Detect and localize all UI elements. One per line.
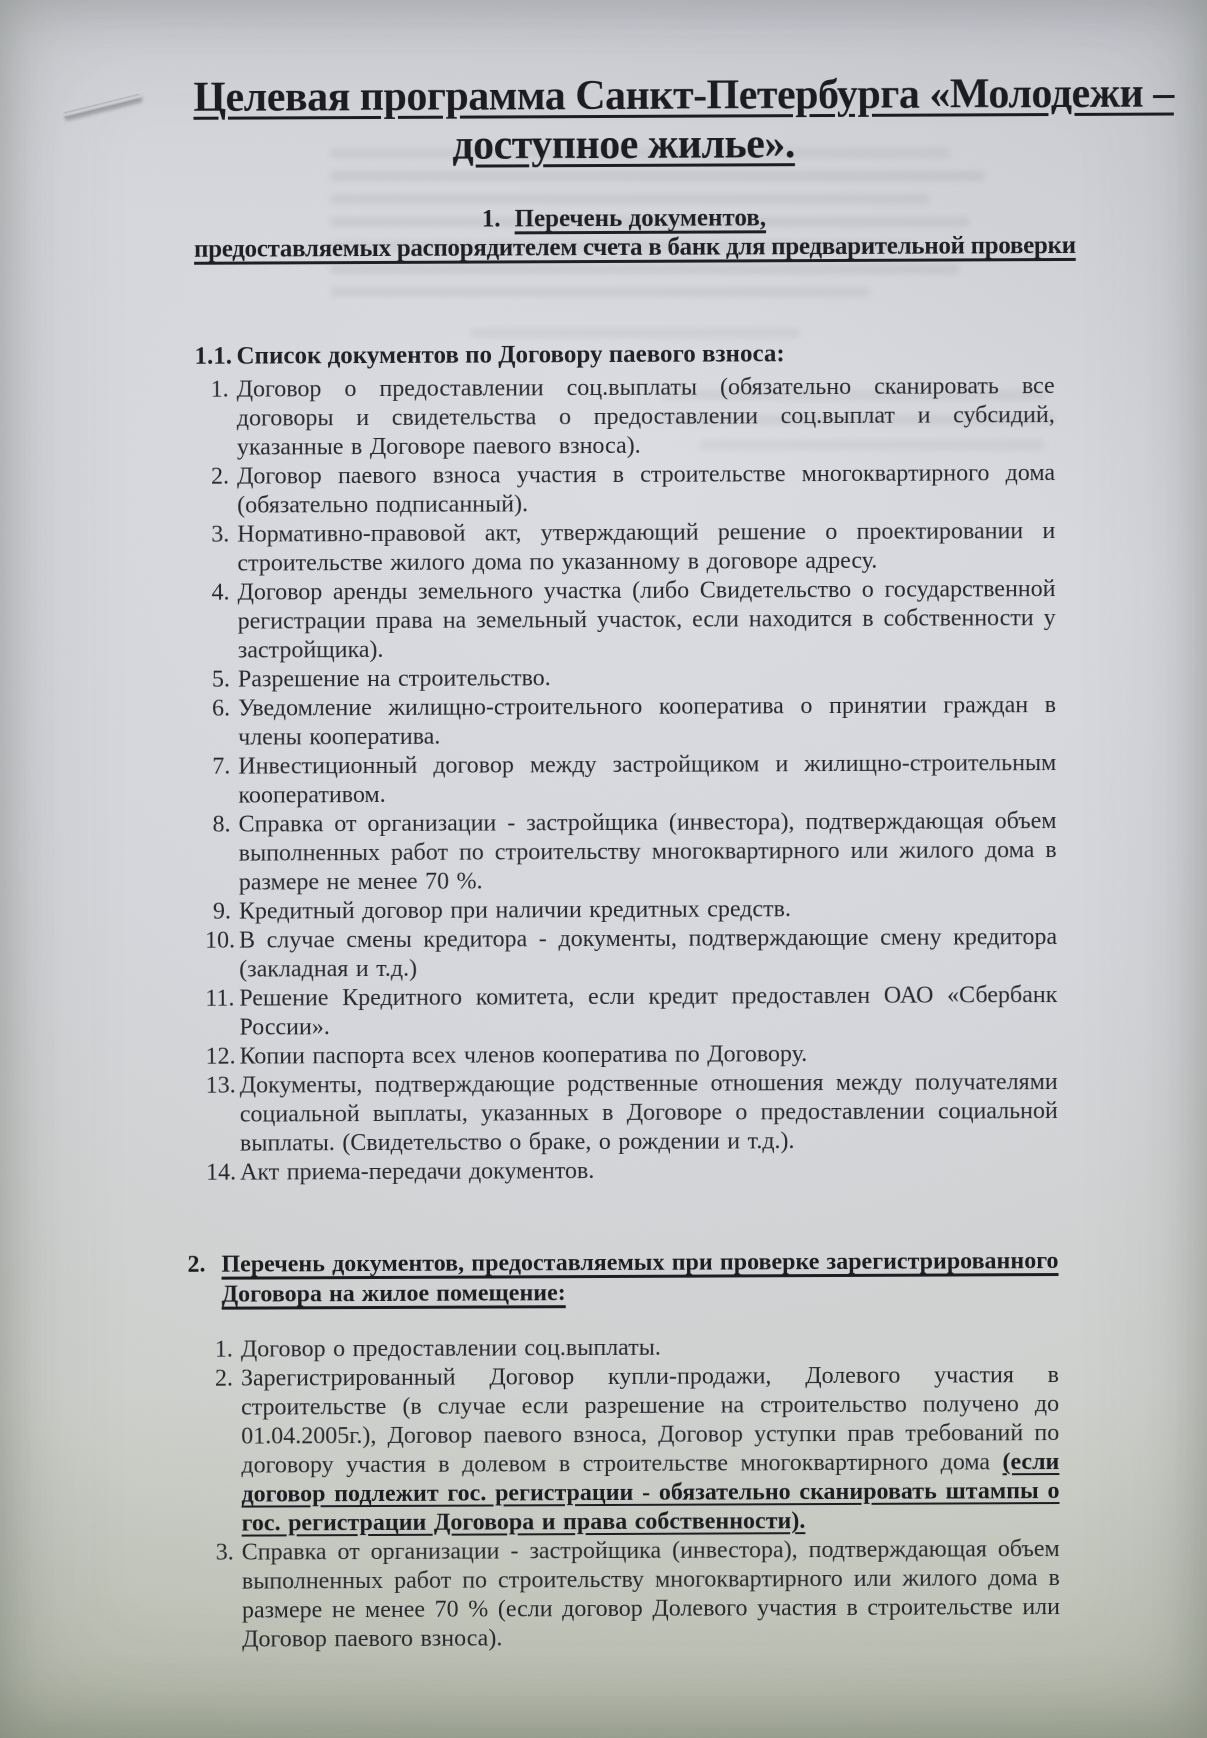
item-text-normal: Справка от организации - застройщика (инвестора), подтверждающая объем выполненных работ по строительству многоквартирного или жилого дома в размере не менее 70 % (если договор Долевого участия в строительстве или Договор паевого взноса). — [241, 1536, 1061, 1653]
item-number: 3. — [211, 521, 230, 548]
section1-heading-text: Перечень документов, — [514, 204, 767, 233]
item-text-normal: Зарегистрированный Договор купли-продажи, Долевого участия в строительстве (в случае если разрешение на строительство получено до 01.04.2005г.), Договор паевого взноса, Договор уступки прав требований по договору участия в долевом в строительстве многоквартирного дома — [240, 1362, 1060, 1479]
item-number: 4. — [211, 579, 230, 606]
item-text-normal: Инвестиционный договор между застройщиком и жилищно-строительным кооперативом. — [238, 750, 1057, 809]
item-text-normal: Договор паевого взноса участия в строительстве многоквартирного дома (обязательно подписанный). — [236, 460, 1056, 519]
section2-heading-line2: Договора на жилое помещение: — [221, 1280, 566, 1308]
item-number: 3. — [215, 1539, 234, 1566]
item-text — [237, 575, 1055, 666]
section1-document-list — [195, 372, 1059, 1188]
item-text-normal: Решение Кредитного комитета, если кредит предоставлен ОАО «Сбербанк России». — [239, 982, 1058, 1041]
list-item — [196, 749, 1056, 811]
list-item — [195, 517, 1055, 579]
item-number: 2. — [210, 463, 230, 490]
list-item — [198, 1155, 1058, 1188]
item-number: 1. — [210, 376, 229, 403]
list-item — [199, 1332, 1059, 1365]
subsection-number: 1.1. — [194, 342, 233, 370]
item-text — [240, 1039, 1058, 1072]
title-line-2: доступное жилье». — [452, 121, 795, 169]
section1-heading-line2: предоставляемых распорядителем счета в банк для предварительной проверки — [193, 231, 1076, 263]
item-text-normal: Договор о предоставлении соц.выплаты (обязательно сканировать все договоры и свидетельства о предоставлении соц.выплат и субсидий, указанные в Договоре паевого взноса). — [236, 373, 1055, 461]
item-text-normal: Договор о предоставлении соц.выплаты. — [240, 1334, 661, 1363]
item-text-normal: Уведомление жилищно-строительного кооператива о принятии граждан в члены кооператива. — [237, 692, 1057, 751]
item-text — [240, 1155, 1058, 1188]
section2-heading-line1: Перечень документов, предоставляемых при проверке зарегистрированного — [221, 1248, 1059, 1278]
list-item — [199, 1361, 1060, 1539]
list-item — [200, 1535, 1060, 1655]
subsection-title: Список документов по Договору паевого взноса: — [236, 340, 785, 370]
list-item — [197, 981, 1057, 1043]
section1-heading — [193, 202, 1076, 264]
item-number: 8. — [212, 811, 231, 838]
item-text — [239, 807, 1057, 898]
item-text — [237, 459, 1055, 521]
item-text-normal: Справка от организации - застройщика (инвестора), подтверждающая объем выполненных работ по строительству многоквартирного или жилого дома в размере не менее 70 %. — [238, 808, 1057, 896]
section2-document-list — [199, 1332, 1060, 1655]
item-number: 7. — [212, 753, 231, 780]
item-text-normal: В случае смены кредитора - документы, подтверждающие смену кредитора (закладная и т.д.) — [239, 924, 1058, 983]
item-text — [238, 662, 1056, 695]
section2-number: 2. — [187, 1251, 206, 1278]
list-item — [197, 894, 1057, 927]
item-number: 12. — [205, 1043, 236, 1070]
item-text — [237, 372, 1055, 463]
item-text-normal: Документы, подтверждающие родственные отношения между получателями социальной выплаты, указанных в Договоре о предоставлении социальной выплаты. (Свидетельство о браке, о рождении и т.д.). — [239, 1069, 1058, 1157]
item-text — [237, 517, 1055, 579]
list-item — [195, 575, 1055, 666]
item-number: 14. — [206, 1159, 237, 1186]
item-text-bold-underlined: (если договор подлежит гос. регистрации - обязательно сканировать штампы о гос. регистрации Договора и права собственности). — [241, 1449, 1060, 1537]
list-item — [198, 1039, 1058, 1072]
list-item — [198, 1068, 1058, 1159]
title-line-1: Целевая программа Санкт-Петербурга «Молодежи – — [193, 70, 1174, 121]
item-text-normal: Кредитный договор при наличии кредитных средств. — [238, 896, 791, 925]
item-text — [242, 1535, 1060, 1655]
item-text-normal: Договор аренды земельного участка (либо Свидетельство о государственной регистрации права на земельный участок, если находится в собственности у застройщика). — [237, 576, 1056, 664]
list-item — [195, 459, 1055, 521]
list-item — [197, 807, 1057, 898]
list-item — [196, 662, 1056, 695]
list-item — [197, 923, 1057, 985]
list-item — [195, 372, 1055, 463]
item-number: 11. — [205, 985, 235, 1012]
item-number: 9. — [212, 898, 231, 925]
item-text — [239, 981, 1057, 1043]
item-text — [238, 691, 1056, 753]
item-text — [239, 894, 1057, 927]
item-number: 2. — [214, 1365, 234, 1392]
item-text-normal: Разрешение на строительство. — [237, 665, 551, 693]
item-text — [241, 1332, 1059, 1365]
section1-number: 1. — [481, 205, 501, 233]
item-number: 5. — [211, 666, 230, 693]
item-number: 1. — [214, 1336, 233, 1363]
section1-heading-line1 — [194, 202, 1054, 235]
item-text — [239, 923, 1057, 985]
item-number: 10. — [205, 927, 236, 954]
document-title — [193, 70, 1174, 172]
item-text-normal: Нормативно-правовой акт, утверждающий решение о проектировании и строительстве жилого дома по указанному в договоре адресу. — [237, 518, 1056, 577]
list-item — [196, 691, 1056, 753]
subsection-1-1-heading — [194, 338, 1054, 371]
item-text — [241, 1361, 1060, 1539]
item-text-normal: Акт приема-передачи документов. — [240, 1158, 595, 1186]
section2-heading — [187, 1246, 1058, 1310]
item-text — [238, 749, 1056, 811]
section2-heading-text — [221, 1246, 1058, 1310]
item-number: 13. — [205, 1072, 236, 1099]
item-text-normal: Копии паспорта всех членов кооператива по Договору. — [239, 1041, 808, 1070]
item-number: 6. — [211, 695, 231, 722]
item-text — [240, 1068, 1058, 1159]
